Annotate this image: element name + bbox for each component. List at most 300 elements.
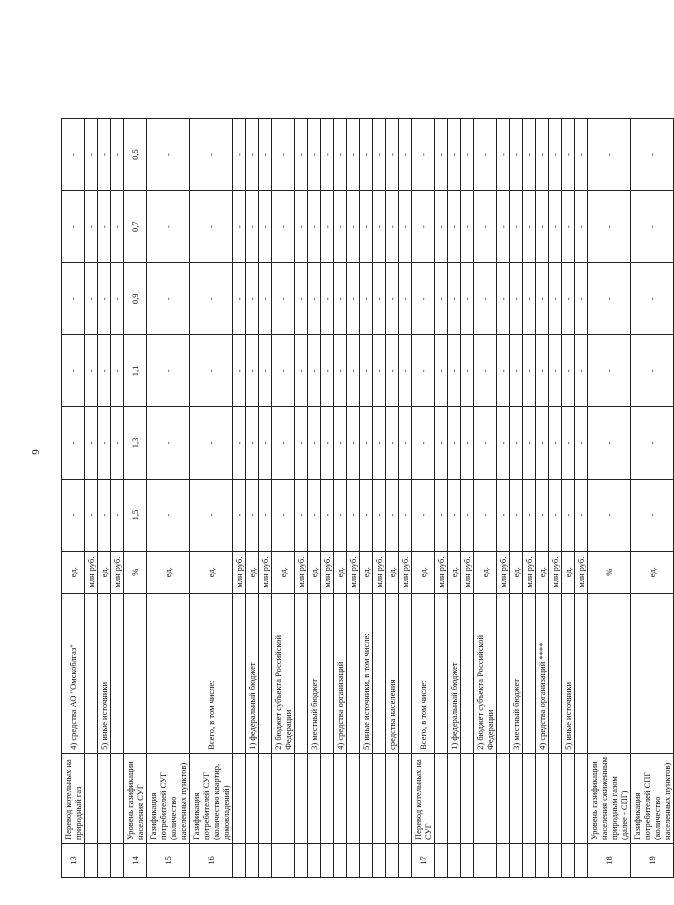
unit-cell: ед. [474,551,497,593]
value-cell: - [308,479,321,551]
value-cell: - [295,479,308,551]
value-cell: - [233,119,246,191]
gasification-table [61,118,674,878]
value-cell: - [360,191,373,263]
indicator-detail [497,593,510,753]
value-cell: - [98,263,111,335]
indicator-detail [295,593,308,753]
indicator-detail: 3) местный бюджет [510,593,523,753]
value-cell: - [98,479,111,551]
value-cell: - [386,191,399,263]
indicator-detail: 5) иные источники [98,593,111,753]
value-cell: - [62,191,85,263]
unit-cell: ед. [360,551,373,593]
value-cell: - [588,119,631,191]
indicator-detail [549,593,562,753]
value-cell: - [412,191,435,263]
indicator-detail [588,593,631,753]
value-cell: - [510,263,523,335]
value-cell: - [85,335,98,407]
indicator-detail: 5) иные источники [562,593,575,753]
value-cell: - [631,335,674,407]
indicator-name [111,753,124,843]
table-row [321,119,334,878]
indicator-detail [124,593,147,753]
value-cell: - [321,335,334,407]
value-cell: - [523,479,536,551]
value-cell: - [399,191,412,263]
value-cell: - [575,335,588,407]
row-number [233,843,246,877]
value-cell: - [536,263,549,335]
value-cell: - [272,335,295,407]
row-number: 19 [631,843,674,877]
value-cell: - [575,119,588,191]
value-cell: - [412,479,435,551]
indicator-detail: Всего, в том числе: [190,593,233,753]
value-cell: - [98,335,111,407]
value-cell: - [190,119,233,191]
value-cell: - [321,191,334,263]
value-cell: - [334,191,347,263]
indicator-name [510,753,523,843]
value-cell: - [147,335,190,407]
unit-cell: млн руб. [321,551,334,593]
row-number: 13 [62,843,85,877]
value-cell: - [190,335,233,407]
value-cell: - [246,263,259,335]
value-cell: - [308,407,321,479]
value-cell: - [111,335,124,407]
value-cell: - [588,407,631,479]
value-cell: - [562,407,575,479]
indicator-name [295,753,308,843]
value-cell: - [461,479,474,551]
value-cell: - [399,479,412,551]
indicator-detail: 4) средства организаций [334,593,347,753]
row-number [321,843,334,877]
indicator-name [474,753,497,843]
table-row [124,119,147,878]
table-row [474,119,497,878]
unit-cell: млн руб. [549,551,562,593]
indicator-detail: 4) средства АО "Омскоблгаз" [62,593,85,753]
value-cell: - [510,479,523,551]
value-cell: - [549,335,562,407]
unit-cell: млн руб. [497,551,510,593]
value-cell: - [448,119,461,191]
value-cell: - [147,263,190,335]
indicator-detail [233,593,246,753]
table-row [62,119,85,878]
indicator-name [461,753,474,843]
value-cell: - [549,119,562,191]
value-cell: - [386,479,399,551]
value-cell: 1,1 [124,335,147,407]
row-number [523,843,536,877]
value-cell: - [448,335,461,407]
value-cell: - [510,119,523,191]
unit-cell: ед. [631,551,674,593]
indicator-name: Перевод котельных на природный газ [62,753,85,843]
value-cell: - [588,191,631,263]
table-body [62,119,674,878]
indicator-name [85,753,98,843]
row-number [85,843,98,877]
value-cell: - [575,479,588,551]
indicator-name [360,753,373,843]
indicator-detail [111,593,124,753]
table-row [631,119,674,878]
value-cell: - [259,407,272,479]
value-cell: - [233,407,246,479]
rotated-table-container [61,118,672,878]
value-cell: - [246,479,259,551]
value-cell: - [399,335,412,407]
unit-cell: млн руб. [111,551,124,593]
value-cell: - [360,119,373,191]
row-number [461,843,474,877]
unit-cell: млн руб. [233,551,246,593]
row-number [575,843,588,877]
value-cell: - [246,119,259,191]
unit-cell: ед. [272,551,295,593]
value-cell: - [373,479,386,551]
value-cell: - [386,335,399,407]
value-cell: - [259,335,272,407]
value-cell: - [536,335,549,407]
value-cell: - [562,335,575,407]
table-row [334,119,347,878]
indicator-name [497,753,510,843]
row-number [474,843,497,877]
value-cell: - [62,407,85,479]
row-number: 14 [124,843,147,877]
row-number [536,843,549,877]
indicator-name: Уровень газификации населения СУГ [124,753,147,843]
value-cell: - [435,191,448,263]
value-cell: - [523,191,536,263]
value-cell: - [435,407,448,479]
value-cell: - [147,191,190,263]
indicator-detail [435,593,448,753]
value-cell: - [474,335,497,407]
row-number [549,843,562,877]
unit-cell: млн руб. [295,551,308,593]
unit-cell: ед. [62,551,85,593]
row-number: 15 [147,843,190,877]
unit-cell: % [124,551,147,593]
value-cell: - [549,263,562,335]
value-cell: - [111,263,124,335]
table-row [190,119,233,878]
value-cell: - [111,479,124,551]
indicator-detail [373,593,386,753]
unit-cell: ед. [246,551,259,593]
indicator-name [308,753,321,843]
row-number: 17 [412,843,435,877]
table-row [98,119,111,878]
value-cell: - [295,335,308,407]
value-cell: - [474,263,497,335]
value-cell: - [147,119,190,191]
value-cell: - [562,263,575,335]
table-row [85,119,98,878]
value-cell: - [386,263,399,335]
value-cell: - [474,191,497,263]
table-row [575,119,588,878]
value-cell: - [62,479,85,551]
value-cell: - [631,119,674,191]
indicator-detail [399,593,412,753]
indicator-name [399,753,412,843]
value-cell: - [373,119,386,191]
row-number [295,843,308,877]
table-row [386,119,399,878]
row-number [111,843,124,877]
value-cell: - [233,335,246,407]
value-cell: - [588,263,631,335]
unit-cell: млн руб. [435,551,448,593]
value-cell: - [321,119,334,191]
value-cell: - [497,263,510,335]
value-cell: - [562,479,575,551]
indicator-name [386,753,399,843]
value-cell: - [111,407,124,479]
value-cell: - [147,479,190,551]
value-cell: - [461,407,474,479]
unit-cell: ед. [448,551,461,593]
value-cell: - [360,335,373,407]
value-cell: - [334,119,347,191]
indicator-name [259,753,272,843]
row-number [334,843,347,877]
indicator-detail [631,593,674,753]
indicator-name: Газификация потребителей СПГ (количество населенных пунктов) [631,753,674,843]
unit-cell: ед. [334,551,347,593]
table-row [111,119,124,878]
indicator-detail [461,593,474,753]
indicator-name [246,753,259,843]
value-cell: - [295,263,308,335]
indicator-name [347,753,360,843]
indicator-detail: 1) федеральный бюджет [448,593,461,753]
value-cell: - [588,335,631,407]
indicator-name [321,753,334,843]
unit-cell: млн руб. [461,551,474,593]
indicator-name [448,753,461,843]
table-row [562,119,575,878]
value-cell: - [347,263,360,335]
value-cell: - [588,479,631,551]
value-cell: - [497,479,510,551]
value-cell: - [461,335,474,407]
value-cell: - [272,119,295,191]
table-row [461,119,474,878]
value-cell: - [98,407,111,479]
value-cell: - [347,335,360,407]
unit-cell: млн руб. [523,551,536,593]
unit-cell: ед. [386,551,399,593]
value-cell: - [536,119,549,191]
value-cell: - [631,263,674,335]
value-cell: - [233,479,246,551]
row-number [373,843,386,877]
value-cell: - [190,479,233,551]
indicator-detail [347,593,360,753]
value-cell: - [523,407,536,479]
unit-cell: ед. [412,551,435,593]
row-number [386,843,399,877]
indicator-name: Газификация потребителей СУГ (количество квартир, домовладений) [190,753,233,843]
value-cell: - [62,263,85,335]
indicator-detail: 2) бюджет субъекта Российской Федерации [474,593,497,753]
value-cell: - [497,335,510,407]
value-cell: - [233,263,246,335]
indicator-detail [523,593,536,753]
table-row [360,119,373,878]
table-row [536,119,549,878]
page-number: 6 [29,449,41,455]
value-cell: - [386,119,399,191]
value-cell: - [461,191,474,263]
value-cell: - [308,263,321,335]
value-cell: - [190,191,233,263]
value-cell: 1,3 [124,407,147,479]
indicator-name [549,753,562,843]
value-cell: - [631,191,674,263]
value-cell: - [497,119,510,191]
value-cell: - [412,407,435,479]
indicator-detail [85,593,98,753]
value-cell: - [360,479,373,551]
value-cell: - [360,263,373,335]
unit-cell: ед. [510,551,523,593]
value-cell: - [461,119,474,191]
value-cell: - [85,263,98,335]
table-row [588,119,631,878]
value-cell: - [373,407,386,479]
table-row [147,119,190,878]
value-cell: - [474,119,497,191]
indicator-name [562,753,575,843]
row-number [448,843,461,877]
value-cell: - [272,407,295,479]
row-number: 16 [190,843,233,877]
value-cell: - [259,263,272,335]
value-cell: - [575,191,588,263]
unit-cell: млн руб. [347,551,360,593]
unit-cell: млн руб. [399,551,412,593]
value-cell: - [334,407,347,479]
value-cell: - [321,407,334,479]
unit-cell: ед. [308,551,321,593]
unit-cell: млн руб. [85,551,98,593]
value-cell: - [85,191,98,263]
value-cell: - [549,479,562,551]
value-cell: - [85,119,98,191]
row-number [246,843,259,877]
value-cell: - [98,191,111,263]
value-cell: - [399,119,412,191]
value-cell: - [373,191,386,263]
value-cell: - [435,263,448,335]
value-cell: - [98,119,111,191]
value-cell: - [435,479,448,551]
row-number [510,843,523,877]
value-cell: - [347,407,360,479]
indicator-detail: 5) иные источники, в том числе: [360,593,373,753]
value-cell: - [412,263,435,335]
indicator-name [523,753,536,843]
value-cell: 0,9 [124,263,147,335]
table-row [308,119,321,878]
table-row [233,119,246,878]
value-cell: - [448,479,461,551]
indicator-name [435,753,448,843]
indicator-detail [575,593,588,753]
unit-cell: ед. [147,551,190,593]
table-row [373,119,386,878]
table-row [523,119,536,878]
value-cell: - [347,119,360,191]
unit-cell: млн руб. [259,551,272,593]
row-number [360,843,373,877]
value-cell: - [575,263,588,335]
indicator-name [536,753,549,843]
indicator-name [334,753,347,843]
value-cell: - [549,191,562,263]
row-number [497,843,510,877]
value-cell: - [272,479,295,551]
indicator-name [272,753,295,843]
value-cell: - [575,407,588,479]
indicator-detail: средства населения [386,593,399,753]
unit-cell: ед. [536,551,549,593]
unit-cell: млн руб. [575,551,588,593]
row-number [259,843,272,877]
indicator-name [373,753,386,843]
row-number [308,843,321,877]
row-number: 18 [588,843,631,877]
value-cell: - [474,479,497,551]
value-cell: - [334,479,347,551]
indicator-detail [259,593,272,753]
value-cell: - [259,479,272,551]
indicator-name [98,753,111,843]
value-cell: - [308,335,321,407]
indicator-detail [147,593,190,753]
value-cell: - [111,119,124,191]
row-number [98,843,111,877]
value-cell: - [435,335,448,407]
value-cell: - [536,191,549,263]
value-cell: - [246,407,259,479]
table-row [448,119,461,878]
value-cell: - [523,335,536,407]
value-cell: - [448,263,461,335]
row-number [272,843,295,877]
value-cell: - [259,191,272,263]
value-cell: - [233,191,246,263]
value-cell: - [190,407,233,479]
row-number [399,843,412,877]
value-cell: - [334,263,347,335]
table-row [497,119,510,878]
unit-cell: ед. [562,551,575,593]
value-cell: - [259,119,272,191]
indicator-detail: 4) средства организаций **** [536,593,549,753]
